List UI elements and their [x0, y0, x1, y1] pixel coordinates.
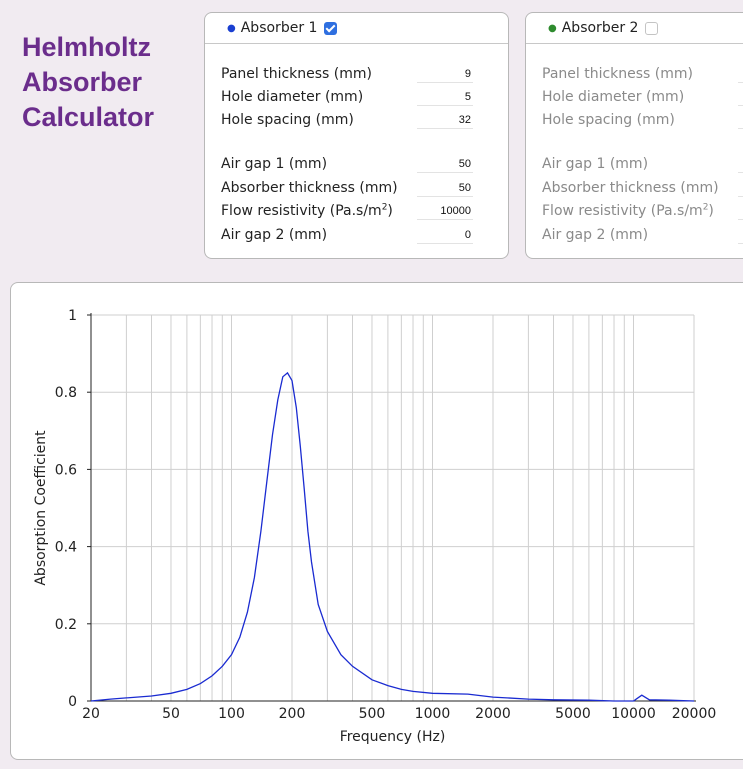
air-gap-2-input[interactable]: [417, 226, 473, 244]
y-gridlines: [91, 315, 694, 624]
x-tick-label: 100: [218, 706, 245, 722]
field-label: Panel thickness (mm): [221, 66, 372, 82]
x-tick-label: 50: [162, 706, 180, 722]
absorber-2-title: Absorber 2: [561, 20, 639, 36]
field-flow-resistivity: [542, 200, 714, 222]
y-tick-label: 0.6: [54, 462, 77, 479]
absorber-1-panel: [204, 12, 509, 259]
flow-resistivity-input[interactable]: [417, 202, 473, 220]
series-dot-icon: ●: [548, 22, 557, 34]
field-absorber-thickness: [221, 177, 398, 199]
field-label: Absorber thickness (mm): [221, 180, 398, 196]
field-label: Hole diameter (mm): [542, 89, 685, 105]
absorber-1-title: Absorber 1: [240, 20, 318, 36]
field-air-gap-2: [221, 224, 327, 246]
absorber-1-curve: [91, 373, 694, 701]
chart-axes: [87, 313, 696, 701]
chart-series: [91, 373, 694, 701]
x-gridlines: [126, 315, 694, 701]
x-tick-label: 200: [278, 706, 306, 722]
hole-spacing-input[interactable]: [738, 111, 743, 129]
field-label: Hole diameter (mm): [221, 89, 364, 105]
y-axis-label: Absorption Coefficient: [33, 430, 49, 586]
absorber-2-panel: [525, 12, 743, 259]
hole-spacing-input[interactable]: [417, 111, 473, 129]
field-label: Flow resistivity $(Pa.s/m^2)$: [542, 202, 714, 219]
field-label: Air gap 2 (mm): [221, 227, 328, 243]
field-label: Absorber thickness (mm): [542, 180, 719, 196]
x-tick-labels: [82, 706, 716, 722]
absorber-2-enable-checkbox[interactable]: [645, 22, 658, 35]
app-title-line-1: Helmholtz: [22, 32, 152, 62]
x-tick-label: 20000: [671, 706, 717, 722]
air-gap-1-input[interactable]: [417, 155, 473, 173]
x-tick-label: 1000: [414, 706, 451, 722]
y-tick-label: 1: [68, 308, 77, 324]
app-title-line-2: Absorber: [22, 67, 143, 97]
field-label: Hole spacing (mm): [221, 112, 354, 128]
absorption-chart: [11, 283, 743, 761]
field-hole-spacing: [542, 109, 675, 131]
field-air-gap-1: [542, 153, 648, 175]
x-tick-label: 20: [82, 706, 100, 722]
x-tick-label: 2000: [475, 706, 511, 722]
y-tick-label: 0.8: [54, 385, 77, 402]
x-tick-label: 5000: [555, 706, 591, 722]
field-label: Air gap 1 (mm): [542, 156, 649, 172]
absorber-2-header: [526, 13, 743, 44]
field-label: Panel thickness (mm): [542, 66, 693, 82]
field-label: Flow resistivity $(Pa.s/m^2)$: [221, 202, 393, 219]
field-label: Air gap 1 (mm): [221, 156, 328, 172]
field-hole-diameter: [221, 86, 363, 108]
field-label: Air gap 2 (mm): [542, 227, 649, 243]
x-tick-label: 500: [358, 706, 386, 722]
air-gap-2-input[interactable]: [738, 226, 743, 244]
panel-thickness-input[interactable]: [417, 65, 473, 83]
panel-thickness-input[interactable]: [738, 65, 743, 83]
hole-diameter-input[interactable]: [738, 88, 743, 106]
field-label: Hole spacing (mm): [542, 112, 675, 128]
field-panel-thickness: [221, 63, 372, 85]
field-absorber-thickness: [542, 177, 719, 199]
series-dot-icon: ●: [227, 22, 236, 34]
field-air-gap-2: [542, 224, 648, 246]
field-hole-diameter: [542, 86, 684, 108]
x-axis-label: Frequency (Hz): [339, 729, 446, 745]
absorber-1-enable-checkbox[interactable]: [324, 22, 337, 35]
app-title-line-3: Calculator: [22, 102, 155, 132]
y-tick-label: 0.2: [54, 616, 77, 633]
field-hole-spacing: [221, 109, 354, 131]
app-title: [22, 30, 154, 135]
absorber-thickness-input[interactable]: [738, 179, 743, 197]
hole-diameter-input[interactable]: [417, 88, 473, 106]
y-tick-labels: [55, 308, 77, 710]
chart-card: [10, 282, 743, 760]
field-flow-resistivity: [221, 200, 393, 222]
x-tick-label: 10000: [611, 706, 656, 722]
absorber-1-header: [205, 13, 508, 44]
y-tick-label: 0: [68, 694, 77, 710]
field-air-gap-1: [221, 153, 327, 175]
absorber-thickness-input[interactable]: [417, 179, 473, 197]
air-gap-1-input[interactable]: [738, 155, 743, 173]
flow-resistivity-input[interactable]: [738, 202, 743, 220]
field-panel-thickness: [542, 63, 693, 85]
y-tick-label: 0.4: [54, 539, 77, 556]
